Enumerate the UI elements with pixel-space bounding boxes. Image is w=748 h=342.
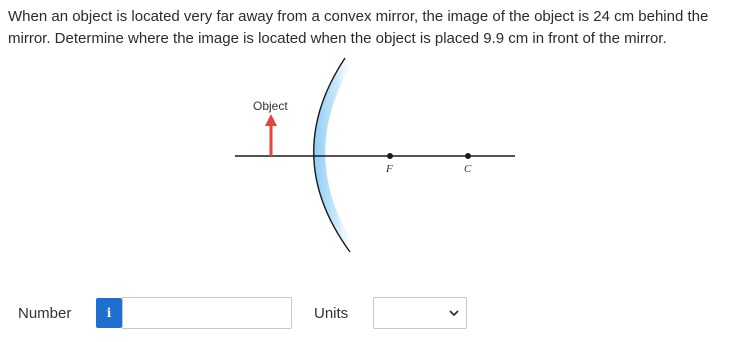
info-icon[interactable]: i	[96, 298, 122, 328]
convex-mirror-icon	[314, 58, 356, 252]
question-text: When an object is located very far away from a convex mirror, the image of the object is 24 cm behind the mirror. Determine where the image is located when the object is placed 9.9 cm in front of the mirror.	[8, 8, 709, 47]
center-point-label: C	[464, 163, 472, 175]
focal-point-label: F	[386, 163, 393, 175]
chevron-down-icon	[448, 307, 460, 319]
number-label: Number	[18, 305, 72, 322]
center-point-icon	[465, 153, 471, 159]
answer-row	[0, 296, 748, 330]
focal-point-icon	[387, 153, 393, 159]
object-label: Object	[253, 99, 288, 113]
units-select[interactable]	[373, 297, 467, 329]
units-label: Units	[314, 305, 349, 322]
number-input[interactable]	[122, 297, 292, 329]
object-arrow-icon	[265, 114, 277, 156]
